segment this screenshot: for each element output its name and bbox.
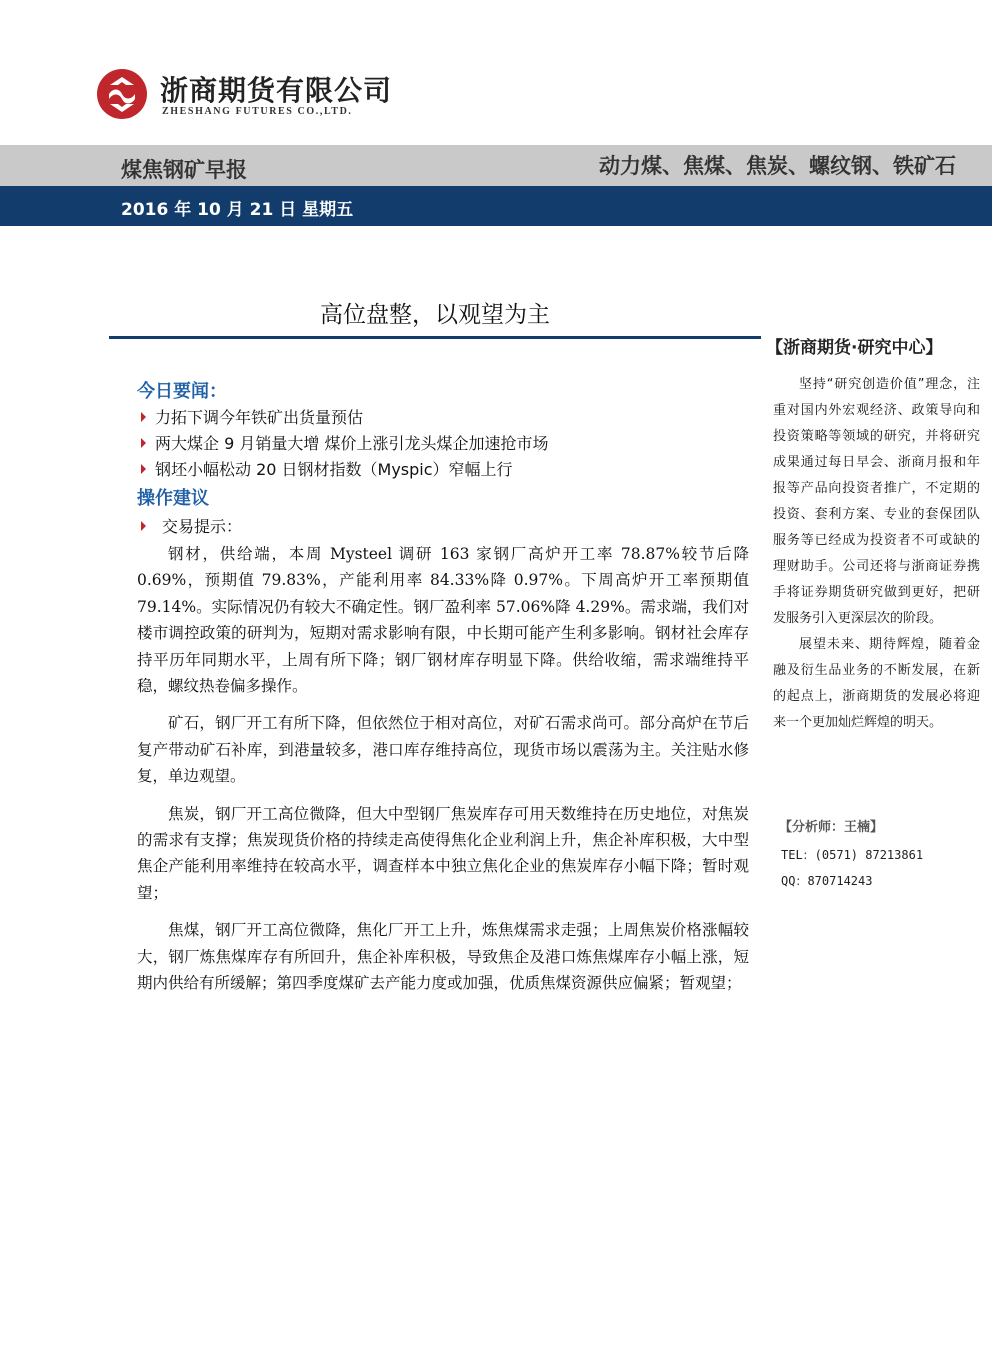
report-name: 煤焦钢矿早报 <box>121 158 247 182</box>
news-item <box>141 405 363 428</box>
report-title-band <box>0 145 992 186</box>
intro-paragraph: 坚持“研究创造价值”理念，注重对国内外宏观经济、政策导向和投资策略等领域的研究，并将研究成果通过每日早会、浙商月报和年报等产品向投资者推广，不定期的投资、套利方案、专业的套保团队服务等已经成为投资者不可或缺的理财助手。公司还将与浙商证券携手将证券期货研究做到更好，把研发服务引入更深层次的阶段。 <box>773 377 980 626</box>
analysis-body <box>137 541 749 1008</box>
company-logo-icon <box>96 68 148 120</box>
news-item-text: 钢坯小幅松动 20 日钢材指数（Myspic）窄幅上行 <box>155 460 513 479</box>
news-item <box>141 457 513 480</box>
analysis-paragraph-ore: 矿石，钢厂开工有所下降，但依然位于相对高位，对矿石需求尚可。部分高炉在节后复产带动矿石补库，到港量较多，港口库存维持高位，现货市场以震荡为主。关注贴水修复，单边观望。 <box>137 714 749 786</box>
analysis-paragraph-coke: 焦炭，钢厂开工高位微降，但大中型钢厂焦炭库存可用天数维持在历史地位，对焦炭的需求有支撑；焦炭现货价格的持续走高使得焦化企业利润上升，焦企补库积极，大中型焦企产能利用率维持在较高水平，调查样本中独立焦化企业的焦炭库存小幅下降；暂时观望； <box>137 804 749 902</box>
bullet-arrow-icon <box>141 412 146 422</box>
analysis-paragraph-coking-coal: 焦煤，钢厂开工高位微降，焦化厂开工上升，炼焦煤需求走强；上周焦炭价格涨幅较大，钢厂炼焦煤库存有所回升，焦企补库积极，导致焦企及港口炼焦煤库存小幅上涨，短期内供给有所缓解；第四季度煤矿去产能力度或加强，优质焦煤资源供应偏紧；暂观望； <box>137 921 749 993</box>
title-divider <box>109 336 761 339</box>
commodities-list: 动力煤、焦煤、焦炭、螺纹钢、铁矿石 <box>599 154 956 178</box>
news-item-text: 两大煤企 9 月销量大增 煤价上涨引龙头煤企加速抢市场 <box>155 434 549 453</box>
analysis-paragraph-steel: 钢材，供给端，本周 Mysteel 调研 163 家钢厂高炉开工率 78.87%较节后降 0.69%，预期值 79.83%，产能利用率 84.33%降 0.97%。下周高炉开工率预期值 79.14%。实际情况仍有较大不确定性。钢厂盈利率 57.06%降 4.29%。需求端，我们对楼市调控政策的研判为，短期对需求影响有限，中长期可能产生利多影响。钢材社会库存持平历年同期水平，上周有所下降；钢厂钢材库存明显下降。供给收缩，需求端维持平稳，螺纹热卷偏多操作。 <box>137 545 749 696</box>
report-date: 2016 年 10 月 21 日 星期五 <box>121 200 354 220</box>
trading-tip <box>141 514 242 537</box>
analyst-tel: TEL：(0571) 87213861 <box>781 848 924 862</box>
date-band <box>0 186 992 226</box>
news-heading: 今日要闻： <box>137 381 227 402</box>
research-center-header: 【浙商期货·研究中心】 <box>766 338 943 358</box>
bullet-arrow-icon <box>141 521 146 531</box>
trading-tip-label: 交易提示： <box>162 517 243 536</box>
company-name-en: ZHESHANG FUTURES CO.,LTD. <box>162 106 353 117</box>
analyst-name: 【分析师：王楠】 <box>779 820 884 835</box>
news-item-text: 力拓下调今年铁矿出货量预估 <box>155 408 364 427</box>
research-center-intro <box>773 372 980 736</box>
bullet-arrow-icon <box>141 438 146 448</box>
news-item <box>141 431 548 454</box>
advice-heading: 操作建议 <box>137 488 209 509</box>
company-name-cn: 浙商期货有限公司 <box>160 74 393 107</box>
page-title: 高位盘整，以观望为主 <box>320 302 550 328</box>
intro-paragraph: 展望未来、期待辉煌，随着金融及衍生品业务的不断发展，在新的起点上，浙商期货的发展必将迎来一个更加灿烂辉煌的明天。 <box>773 637 980 730</box>
bullet-arrow-icon <box>141 464 146 474</box>
analyst-qq: QQ：870714243 <box>781 874 873 888</box>
